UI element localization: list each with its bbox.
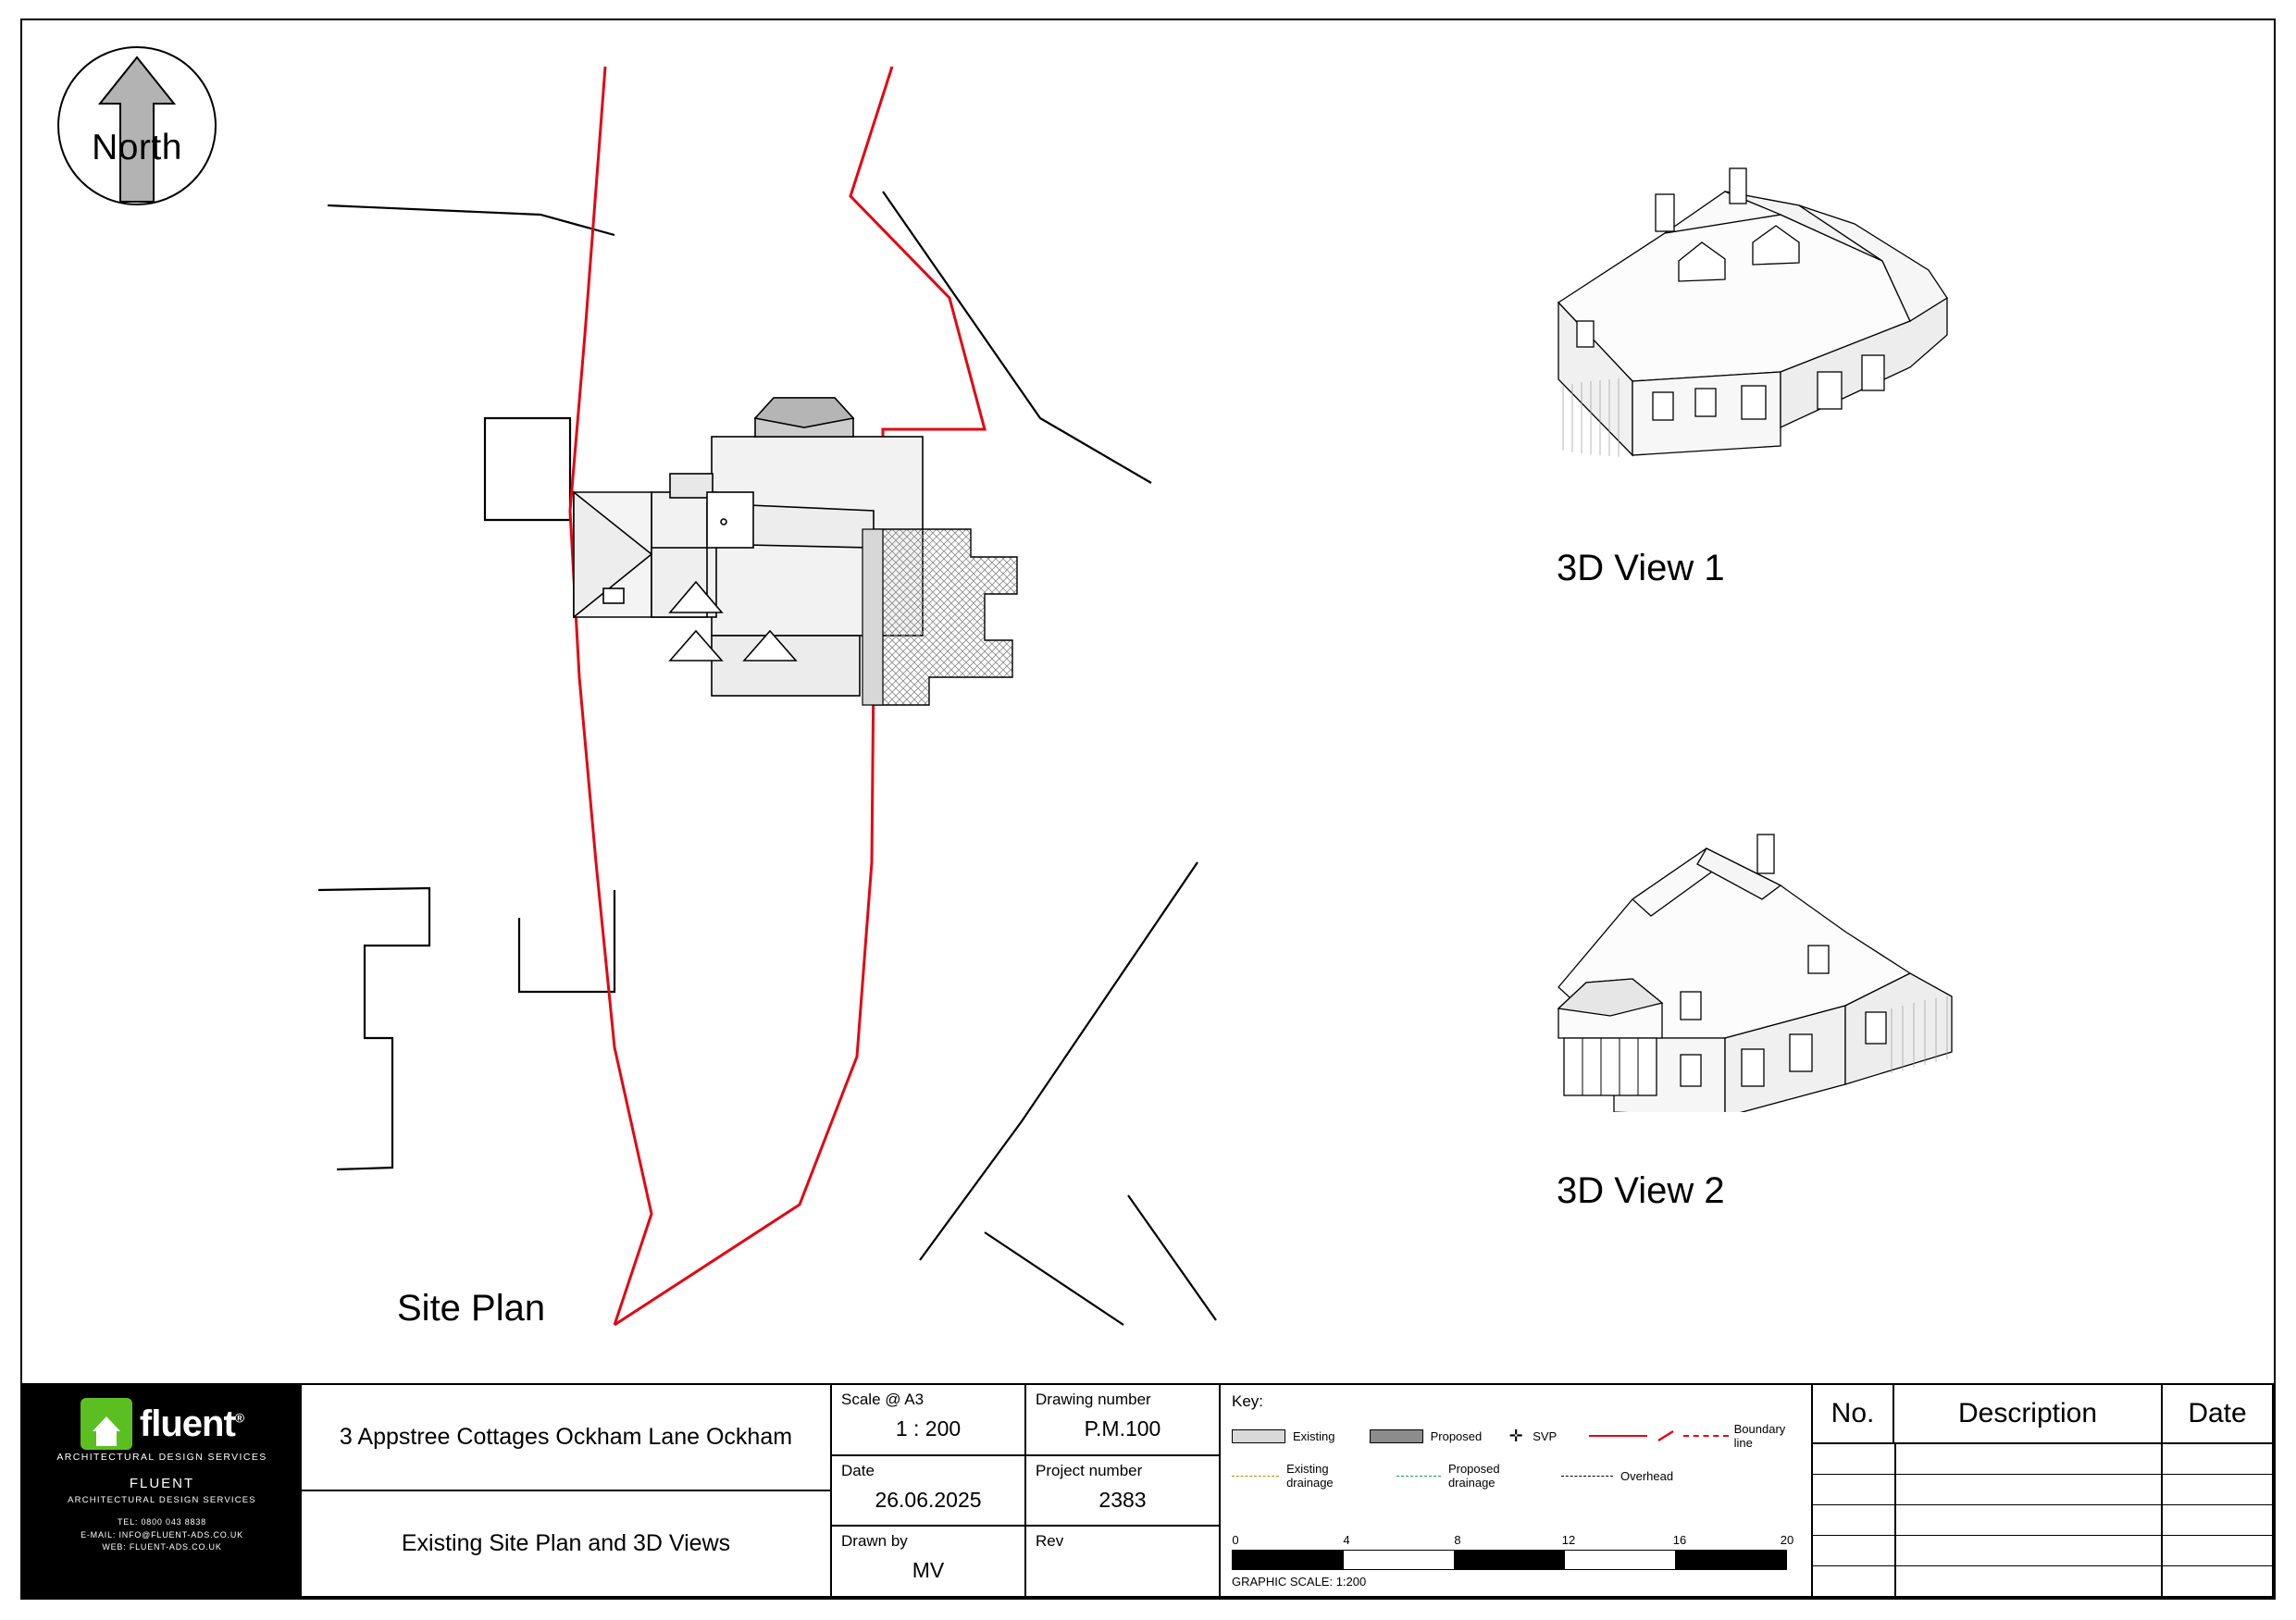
table-row[interactable] — [1813, 1566, 2272, 1596]
table-row[interactable] — [1813, 1536, 2272, 1566]
proposed-drainage-line-icon — [1396, 1476, 1441, 1477]
drawing-number-label: Drawing number — [1036, 1391, 1151, 1408]
scale-caption: GRAPHIC SCALE: 1:200 — [1232, 1575, 1367, 1589]
fluent-house-icon — [81, 1398, 132, 1450]
legend-overhead-label: Overhead — [1620, 1468, 1674, 1483]
scale-tick-labels — [1232, 1533, 1798, 1550]
logo-email: E-MAIL: INFO@FLUENT-ADS.CO.UK — [81, 1529, 243, 1540]
boundary-dash-icon — [1683, 1435, 1728, 1437]
proposed-swatch-icon — [1370, 1429, 1423, 1443]
svp-cross-icon: ✛ — [1508, 1426, 1523, 1445]
revision-date — [2163, 1536, 2272, 1565]
date-label: Date — [841, 1461, 875, 1479]
revision-header-date: Date — [2188, 1398, 2247, 1428]
legend-existing-drainage-label: Existing drainage — [1286, 1462, 1334, 1490]
legend-boundary-label: Boundary line — [1733, 1422, 1786, 1450]
revision-no — [1813, 1475, 1896, 1504]
scale-tick-4: 16 — [1672, 1533, 1687, 1547]
revision-description — [1896, 1475, 2163, 1504]
scale-tick-3: 12 — [1561, 1533, 1576, 1547]
table-row[interactable] — [1813, 1444, 2272, 1475]
scale-label: Scale @ A3 — [841, 1391, 925, 1408]
north-label: North — [92, 128, 182, 167]
title-block — [22, 1383, 2274, 1598]
legend-proposed-drainage-label: Proposed drainage — [1447, 1462, 1500, 1490]
revision-date — [2163, 1505, 2272, 1535]
drawing-number-cell — [1026, 1385, 1219, 1454]
legend-proposed-label: Proposed — [1430, 1428, 1483, 1443]
3d-view-2-image — [1447, 761, 2021, 1112]
rev-label: Rev — [1036, 1532, 1064, 1551]
revision-header-no: No. — [1813, 1385, 1894, 1442]
boundary-tick-icon — [1653, 1429, 1678, 1442]
scale-tick-2: 8 — [1454, 1533, 1461, 1547]
revision-description — [1896, 1444, 2163, 1474]
revision-header-description: Description — [1894, 1385, 2163, 1442]
project-number-label: Project number — [1036, 1461, 1143, 1479]
logo-web: WEB: FLUENT-ADS.CO.UK — [102, 1542, 222, 1552]
revision-description — [1896, 1566, 2163, 1596]
project-title-cell — [302, 1385, 832, 1596]
revision-description — [1896, 1505, 2163, 1535]
existing-swatch-icon — [1232, 1429, 1285, 1443]
revision-no — [1813, 1505, 1896, 1535]
drawn-by-label: Drawn by — [841, 1532, 908, 1551]
date-cell — [832, 1456, 1026, 1526]
site-plan-drawing — [59, 30, 1401, 1362]
drawing-title: Existing Site Plan and 3D Views — [401, 1530, 731, 1556]
logo-wordmark-text: fluent — [139, 1403, 235, 1444]
legend-row-1 — [1232, 1422, 1800, 1450]
legend-existing-label: Existing — [1293, 1428, 1335, 1443]
legend-title: Key: — [1232, 1392, 1264, 1410]
drawn-by-value: MV — [912, 1558, 945, 1583]
legend-svp-label: SVP — [1533, 1428, 1558, 1443]
meta-row-scale — [832, 1385, 1219, 1456]
scale-tick-0: 0 — [1232, 1533, 1239, 1547]
scale-bar-graphic — [1232, 1550, 1787, 1570]
meta-row-date — [832, 1456, 1219, 1527]
revision-date — [2163, 1444, 2272, 1474]
site-plan-label: Site Plan — [397, 1288, 546, 1329]
revision-no — [1813, 1444, 1896, 1474]
logo-registered-mark: ® — [234, 1410, 244, 1426]
date-value: 26.06.2025 — [875, 1487, 982, 1512]
3d-view-1-image — [1447, 150, 2021, 501]
existing-drainage-line-icon — [1232, 1476, 1279, 1477]
legend-row-2 — [1232, 1462, 1800, 1490]
boundary-line-icon — [1589, 1435, 1647, 1437]
project-number-value: 2383 — [1098, 1487, 1147, 1512]
overhead-line-icon — [1561, 1476, 1613, 1477]
logo-tel: TEL: 0800 043 8838 — [118, 1517, 206, 1527]
drawing-area — [22, 20, 2274, 1371]
scale-value: 1 : 200 — [895, 1416, 962, 1441]
drawing-meta-cell — [832, 1385, 1221, 1596]
scale-tick-1: 4 — [1343, 1533, 1350, 1547]
logo-company-name: FLUENT — [129, 1476, 195, 1491]
table-row[interactable] — [1813, 1505, 2272, 1536]
table-row[interactable] — [1813, 1475, 2272, 1505]
logo-wordmark — [140, 1404, 243, 1445]
revision-date — [2163, 1566, 2272, 1596]
scale-cell — [832, 1385, 1026, 1454]
revision-date — [2163, 1475, 2272, 1504]
project-number-cell — [1026, 1456, 1219, 1526]
revision-description — [1896, 1536, 2163, 1565]
project-address: 3 Appstree Cottages Ockham Lane Ockham — [302, 1385, 830, 1491]
logo-tagline: ARCHITECTURAL DESIGN SERVICES — [56, 1452, 267, 1463]
meta-row-drawnby — [832, 1527, 1219, 1596]
revision-no — [1813, 1566, 1896, 1596]
revision-table — [1813, 1385, 2272, 1596]
revision-no — [1813, 1536, 1896, 1565]
drawn-by-cell — [832, 1527, 1026, 1596]
revision-header-row — [1813, 1385, 2272, 1444]
graphic-scale — [1232, 1533, 1798, 1589]
company-logo-cell — [24, 1385, 302, 1596]
logo-company-subtitle: ARCHITECTURAL DESIGN SERVICES — [68, 1495, 256, 1505]
drawing-number-value: P.M.100 — [1084, 1416, 1161, 1441]
scale-tick-5: 20 — [1780, 1533, 1794, 1547]
3d-view-1-label: 3D View 1 — [1557, 548, 1725, 588]
3d-view-2-label: 3D View 2 — [1557, 1170, 1725, 1211]
rev-cell — [1026, 1527, 1219, 1596]
legend-cell — [1221, 1385, 1813, 1596]
